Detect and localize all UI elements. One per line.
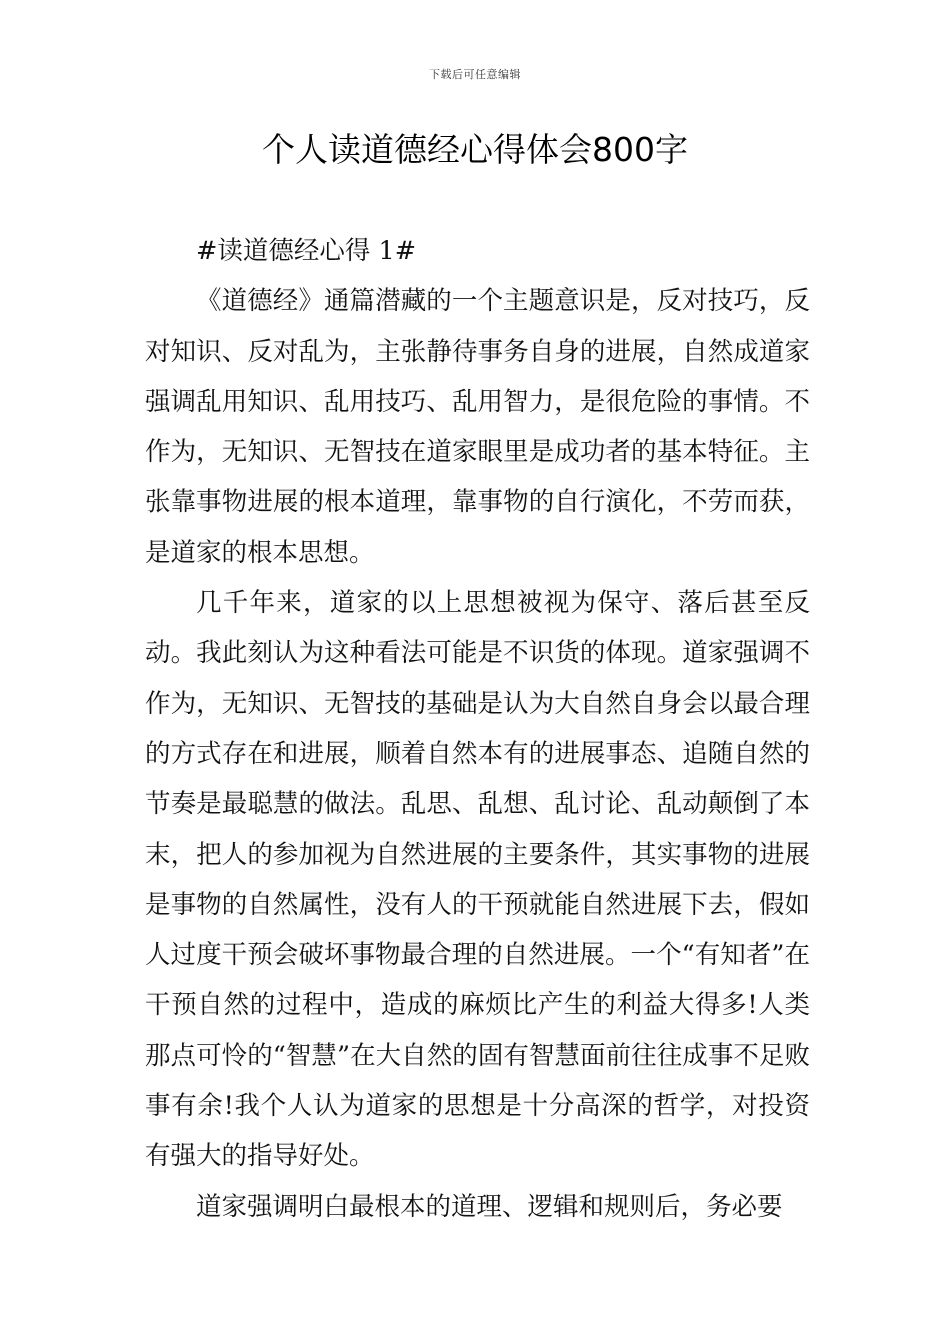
document-body [145,226,810,1232]
paragraph-2: 几千年来，道家的以上思想被视为保守、落后甚至反动。我此刻认为这种看法可能是不识货的体现。道家强调不作为，无知识、无智技的基础是认为大自然自身会以最合理的方式存在和进展，顺着自然本有的进展事态、追随自然的节奏是最聪慧的做法。乱思、乱想、乱讨论、乱动颠倒了本末，把人的参加视为自然进展的主要条件，其实事物的进展是事物的自然属性，没有人的干预就能自然进展下去，假如人过度干预会破坏事物最合理的自然进展。一个“有知者”在干预自然的过程中，造成的麻烦比产生的利益大得多!人类那点可怜的“智慧”在大自然的固有智慧面前往往成事不足败事有余!我个人认为道家的思想是十分高深的哲学，对投资有强大的指导好处。 [145,588,810,1172]
paragraph-3: 道家强调明白最根本的道理、逻辑和规则后，务必要 [196,1191,783,1222]
page-title: 个人读道德经心得体会800字 [262,130,688,169]
section-heading: #读道德经心得 1# [196,236,417,266]
paragraph-1: 《道德经》通篇潜藏的一个主题意识是，反对技巧，反对知识、反对乱为，主张静待事务自身的进展，自然成道家强调乱用知识、乱用技巧、乱用智力，是很危险的事情。不作为，无知识、无智技在道家眼里是成功者的基本特征。主张靠事物进展的根本道理，靠事物的自行演化，不劳而获，是道家的根本思想。 [145,286,810,568]
header-note: 下载后可任意编辑 [429,68,521,81]
